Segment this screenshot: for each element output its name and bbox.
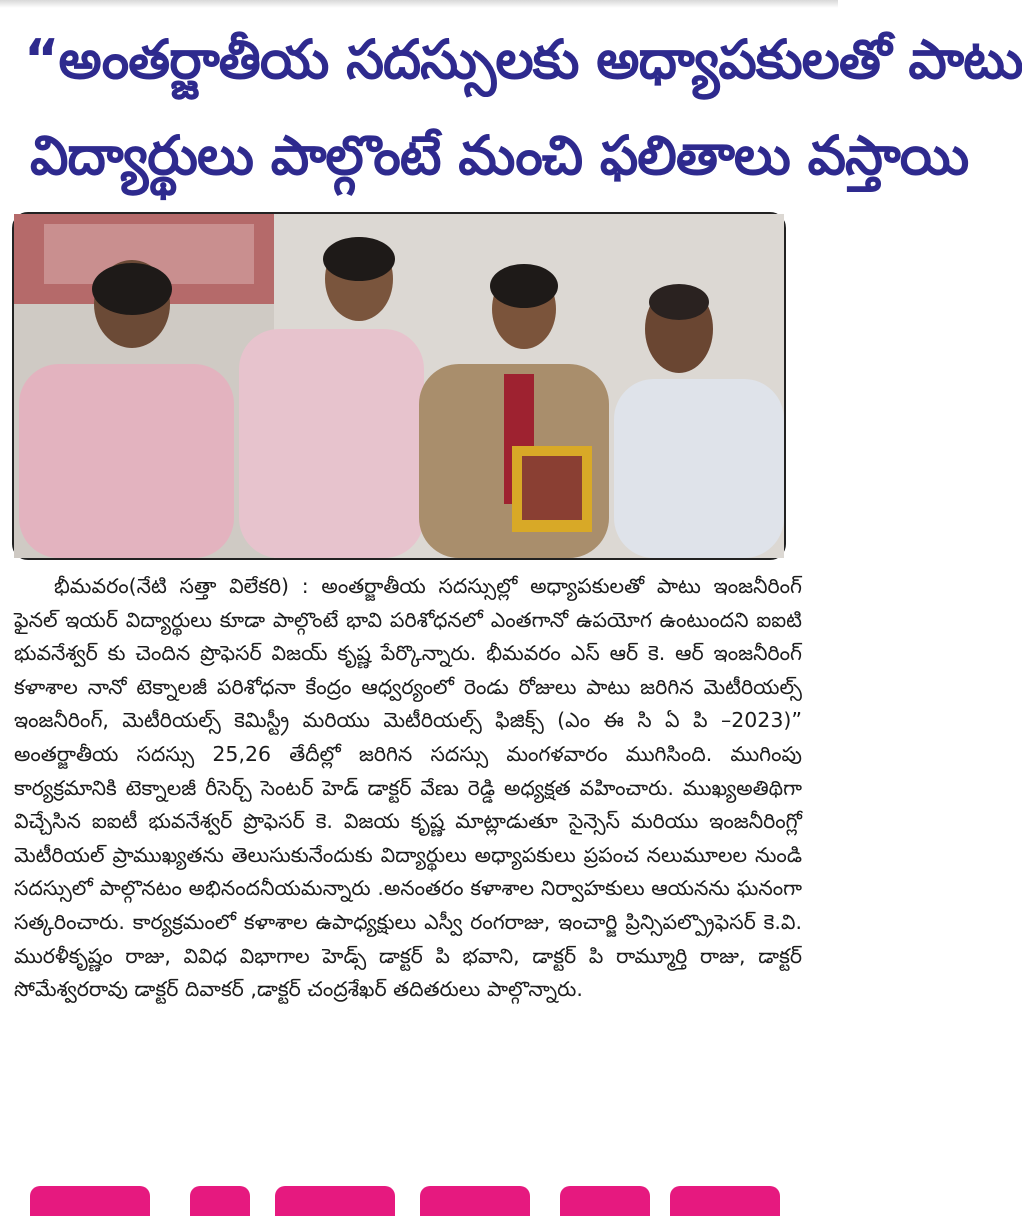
headline-line-1: “అంతర్జాతీయ సదస్సులకు అధ్యాపకులతో పాటు <box>24 28 1022 91</box>
dateline: భీమవరం(నేటి సత్తా విలేకరి) : <box>54 574 309 598</box>
person-4 <box>614 379 784 558</box>
person-2 <box>239 329 424 558</box>
article-paragraph <box>14 570 802 1007</box>
headline-line-2: విద్యార్థులు పాల్గొంటే మంచి ఫలితాలు వస్తాయి <box>30 124 969 187</box>
headline <box>14 12 1022 204</box>
next-headline-cropped <box>0 1182 838 1200</box>
article-text: అంతర్జాతీయ సదస్సుల్లో అధ్యాపకులతో పాటు ఇంజనీరింగ్ ఫైనల్ ఇయర్ విద్యార్థులు కూడా పాల్గొంటే భావి పరిశోధనలో ఎంతగానో ఉపయోగ ఉంటుందని ఐఐటి భువనేశ్వర్ కు చెందిన ప్రొఫెసర్ విజయ్ కృష్ణ పేర్కొన్నారు. భీమవరం ఎస్ ఆర్ కె. ఆర్ ఇంజనీరింగ్ కళాశాల నానో టెక్నాలజీ పరిశోధనా కేంద్రం ఆధ్వర్యంలో రెండు రోజులు పాటు జరిగిన మెటీరియల్స్ ఇంజనీరింగ్, మెటీరియల్స్ కెమిస్ట్రీ మరియు మెటీరియల్స్ ఫిజిక్స్ (ఎం ఈ సి ఏ పి –2023)” అంతర్జాతీయ సదస్సు 25,26 తేదీల్లో జరిగిన సదస్సు మంగళవారం ముగిసింది. ముగింపు కార్యక్రమానికి టెక్నాలజీ రీసెర్చ్ సెంటర్ హెడ్ డాక్టర్ వేణు రెడ్డి అధ్యక్షత వహించారు. ముఖ్యఅతిథిగా విచ్చేసిన ఐఐటీ భువనేశ్వర్ ప్రొఫెసర్ కె. విజయ కృష్ణ మాట్లాడుతూ సైన్సెస్ మరియు ఇంజనీరింగ్లో మెటీరియల్ ప్రాముఖ్యతను తెలుసుకునేందుకు విద్యార్థులు అధ్యాపకులు ప్రపంచ నలుమూలల నుండి సదస్సులో పాల్గొనటం అభినందనీయమన్నారు .అనంతరం కళాశాల నిర్వాహకులు ఆయనను ఘనంగా సత్కరించారు. కార్యక్రమంలో కళాశాల ఉపాధ్యక్షులు ఎస్వీ రంగరాజు, ఇంచార్జి ప్రిన్సిపల్ప్రొఫెసర్ కె.వి. మురళీకృష్ణం రాజు, వివిధ విభాగాల హెడ్స్ డాక్టర్ పి భవాని, డాక్టర్ పి రామ్మూర్తి రాజు, డాక్టర్ సోమేశ్వరరావు డాక్టర్ దివాకర్ ,డాక్టర్ చంద్రశేఖర్ తదితరులు పాల్గొన్నారు. <box>14 574 802 1002</box>
top-cropped-strip <box>0 0 838 8</box>
person-1 <box>19 364 234 558</box>
photo-illustration <box>14 214 784 558</box>
article-body <box>14 570 802 1007</box>
news-photo <box>12 212 786 560</box>
